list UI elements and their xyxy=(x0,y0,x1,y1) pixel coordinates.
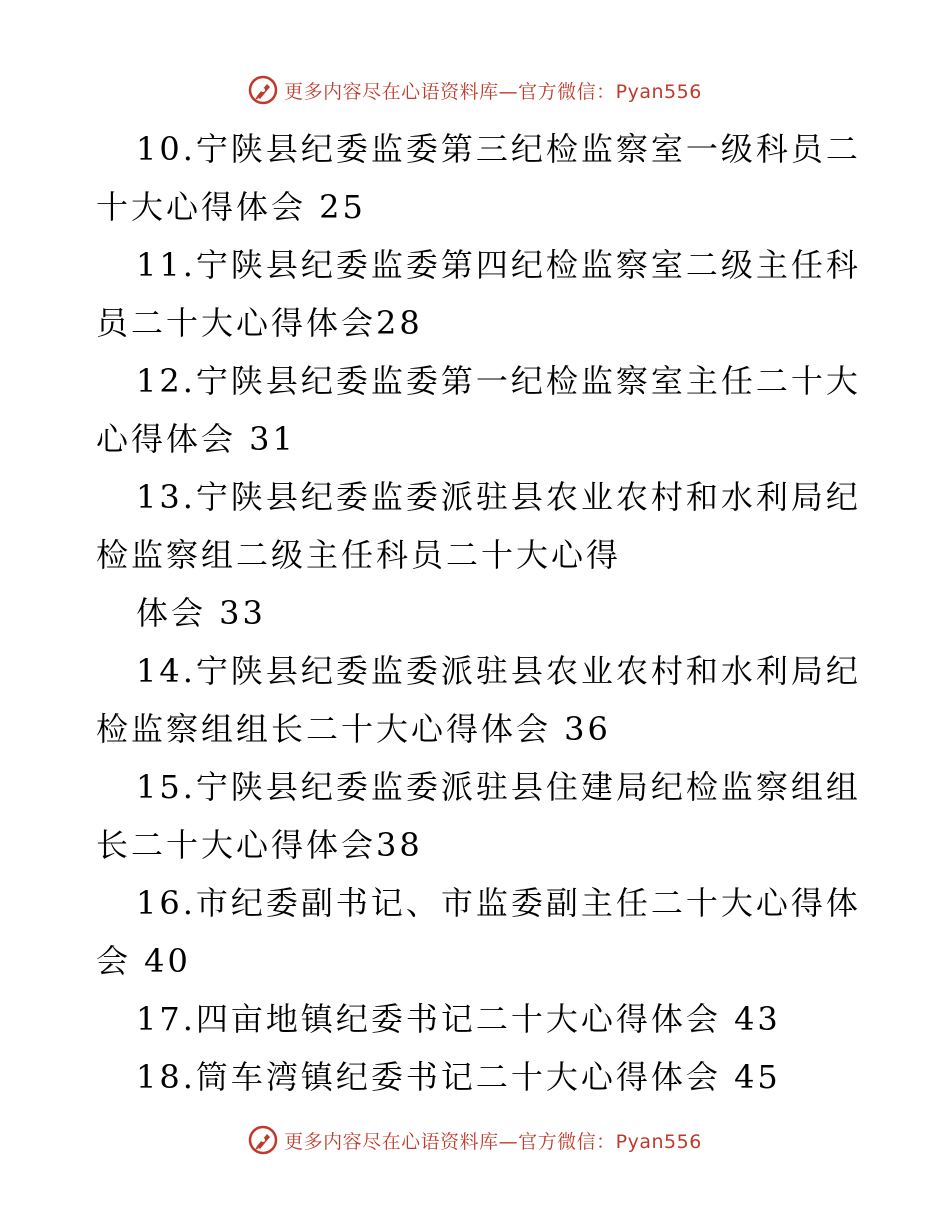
toc-line: 12.宁陕县纪委监委第一纪检监察室主任二十大 xyxy=(136,362,861,400)
banner-text: 更多内容尽在心语资料库—官方微信：Pyan556 xyxy=(284,1130,702,1153)
toc-line: 长二十大心得体会38 xyxy=(96,826,423,864)
toc-line: 检监察组组长二十大心得体会 36 xyxy=(96,710,611,748)
toc-line: 15.宁陕县纪委监委派驻县住建局纪检监察组组 xyxy=(136,768,861,806)
toc-line: 16.市纪委副书记、市监委副主任二十大心得体 xyxy=(136,884,861,922)
toc-line: 18.筒车湾镇纪委书记二十大心得体会 45 xyxy=(136,1058,781,1096)
toc-list xyxy=(96,120,861,1106)
toc-line: 心得体会 31 xyxy=(96,420,296,458)
toc-line: 检监察组二级主任科员二十大心得 xyxy=(96,536,622,574)
toc-line: 13.宁陕县纪委监委派驻县农业农村和水利局纪 xyxy=(136,478,861,516)
toc-line: 十大心得体会 25 xyxy=(96,188,366,226)
banner-text: 更多内容尽在心语资料库—官方微信：Pyan556 xyxy=(284,80,702,103)
toc-line: 会 40 xyxy=(96,942,191,980)
toc-line: 14.宁陕县纪委监委派驻县农业农村和水利局纪 xyxy=(136,652,861,690)
header-banner xyxy=(0,72,950,108)
toc-line: 11.宁陕县纪委监委第四纪检监察室二级主任科 xyxy=(136,246,861,284)
toc-line: 17.四亩地镇纪委书记二十大心得体会 43 xyxy=(136,1000,781,1038)
pen-nib-logo-icon xyxy=(248,1125,278,1155)
pen-nib-logo-icon xyxy=(248,75,278,105)
toc-line: 10.宁陕县纪委监委第三纪检监察室一级科员二 xyxy=(136,130,861,168)
toc-line: 员二十大心得体会28 xyxy=(96,304,423,342)
toc-line: 体会 33 xyxy=(136,594,266,632)
footer-banner xyxy=(0,1122,950,1158)
